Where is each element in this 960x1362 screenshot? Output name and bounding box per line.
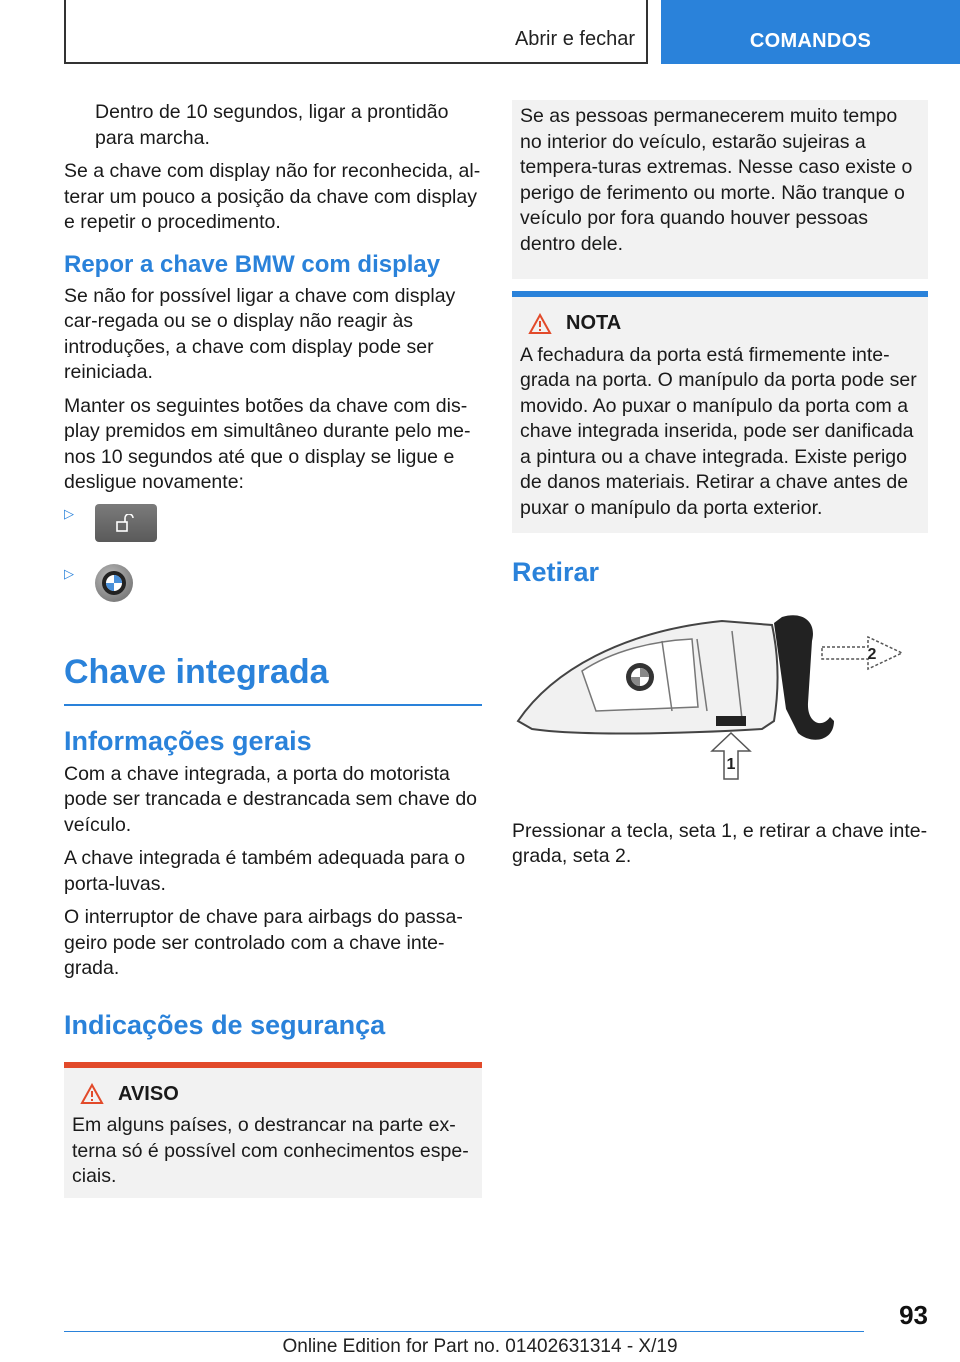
note-title	[520, 311, 920, 337]
warning-continuation	[512, 100, 928, 279]
paragraph: Se não for possível ligar a chave com display car-regada ou se o display não reagir às introduções, a chave com display pode ser reiniciada.	[64, 284, 456, 383]
warning-icon	[528, 313, 552, 335]
warning-text: Em alguns países, o destrancar na parte ex-terna só é possível com conhecimentos espe-ciais.	[72, 1114, 469, 1187]
paragraph: Manter os seguintes botões da chave com dis-play premidos em simultâneo durante pelo me-nos 10 segundos até que o display se ligue e desligue novamente:	[64, 394, 471, 493]
warning-icon	[80, 1083, 104, 1105]
paragraph: Dentro de 10 segundos, ligar a prontidão para marcha.	[95, 101, 449, 149]
paragraph: O interruptor de chave para airbags do passa-geiro pode ser controlado com a chave inte-grada.	[64, 906, 463, 979]
heading-general-info: Informações gerais	[64, 725, 312, 756]
unlock-button-icon	[95, 504, 157, 542]
note-label: NOTA	[566, 312, 622, 334]
right-column	[512, 100, 928, 878]
note-text: A fechadura da porta está firmemente inte-grada na porta. O manípulo da porta pode ser movido. Ao puxar o manípulo da porta com a chave integrada inserida, pode ser danificada a pintura ou a chave integrada. Existe perigo de danos materiais. Retirar a chave antes de puxar o manípulo da porta exterior.	[520, 343, 917, 519]
warning-box	[64, 1062, 482, 1198]
section-title: Abrir e fechar	[514, 28, 635, 50]
bullet-marker: ▷	[64, 565, 74, 581]
subheading-reset: Repor a chave BMW com display	[64, 250, 441, 278]
chapter-title: COMANDOS	[749, 30, 872, 52]
paragraph: Com a chave integrada, a porta do motorista pode ser trancada e destrancada sem chave do veículo.	[64, 762, 478, 836]
bullet-marker: ▷	[64, 505, 74, 521]
chapter-tab	[661, 0, 960, 64]
warning-label: AVISO	[118, 1082, 179, 1105]
page-heading: Chave integrada	[64, 652, 482, 706]
note-box	[512, 291, 928, 533]
figure-caption: Pressionar a tecla, seta 1, e retirar a chave inte-grada, seta 2.	[512, 819, 928, 867]
paragraph: A chave integrada é também adequada para o porta-luvas.	[64, 847, 466, 895]
heading-remove: Retirar	[512, 557, 600, 587]
edition-footer: Online Edition for Part no. 01402631314 - X/19	[282, 1336, 678, 1357]
key-illustration	[512, 611, 928, 799]
bullet-item	[64, 504, 482, 558]
arrow-label-2: 2	[867, 646, 877, 663]
warning-text-continued: Se as pessoas permanecerem muito tempo no interior do veículo, estarão sujeiras a tempera-turas extremas. Nesse caso existe o perigo de ferimento ou morte. Não tranque o veículo por fora quando houver pessoas dentro dele.	[520, 105, 913, 255]
footer-divider	[64, 1331, 864, 1332]
bullet-item	[64, 564, 482, 618]
heading-safety: Indicações de segurança	[64, 1009, 386, 1040]
arrow-label-1: 1	[726, 756, 736, 773]
paragraph: Se a chave com display não for reconhecida, al-terar um pouco a posição da chave com display e repetir o procedimento.	[64, 160, 481, 233]
warning-title	[72, 1082, 474, 1108]
page-number: 93	[899, 1300, 928, 1330]
bmw-logo-button-icon	[95, 564, 133, 602]
left-column	[64, 100, 482, 1198]
